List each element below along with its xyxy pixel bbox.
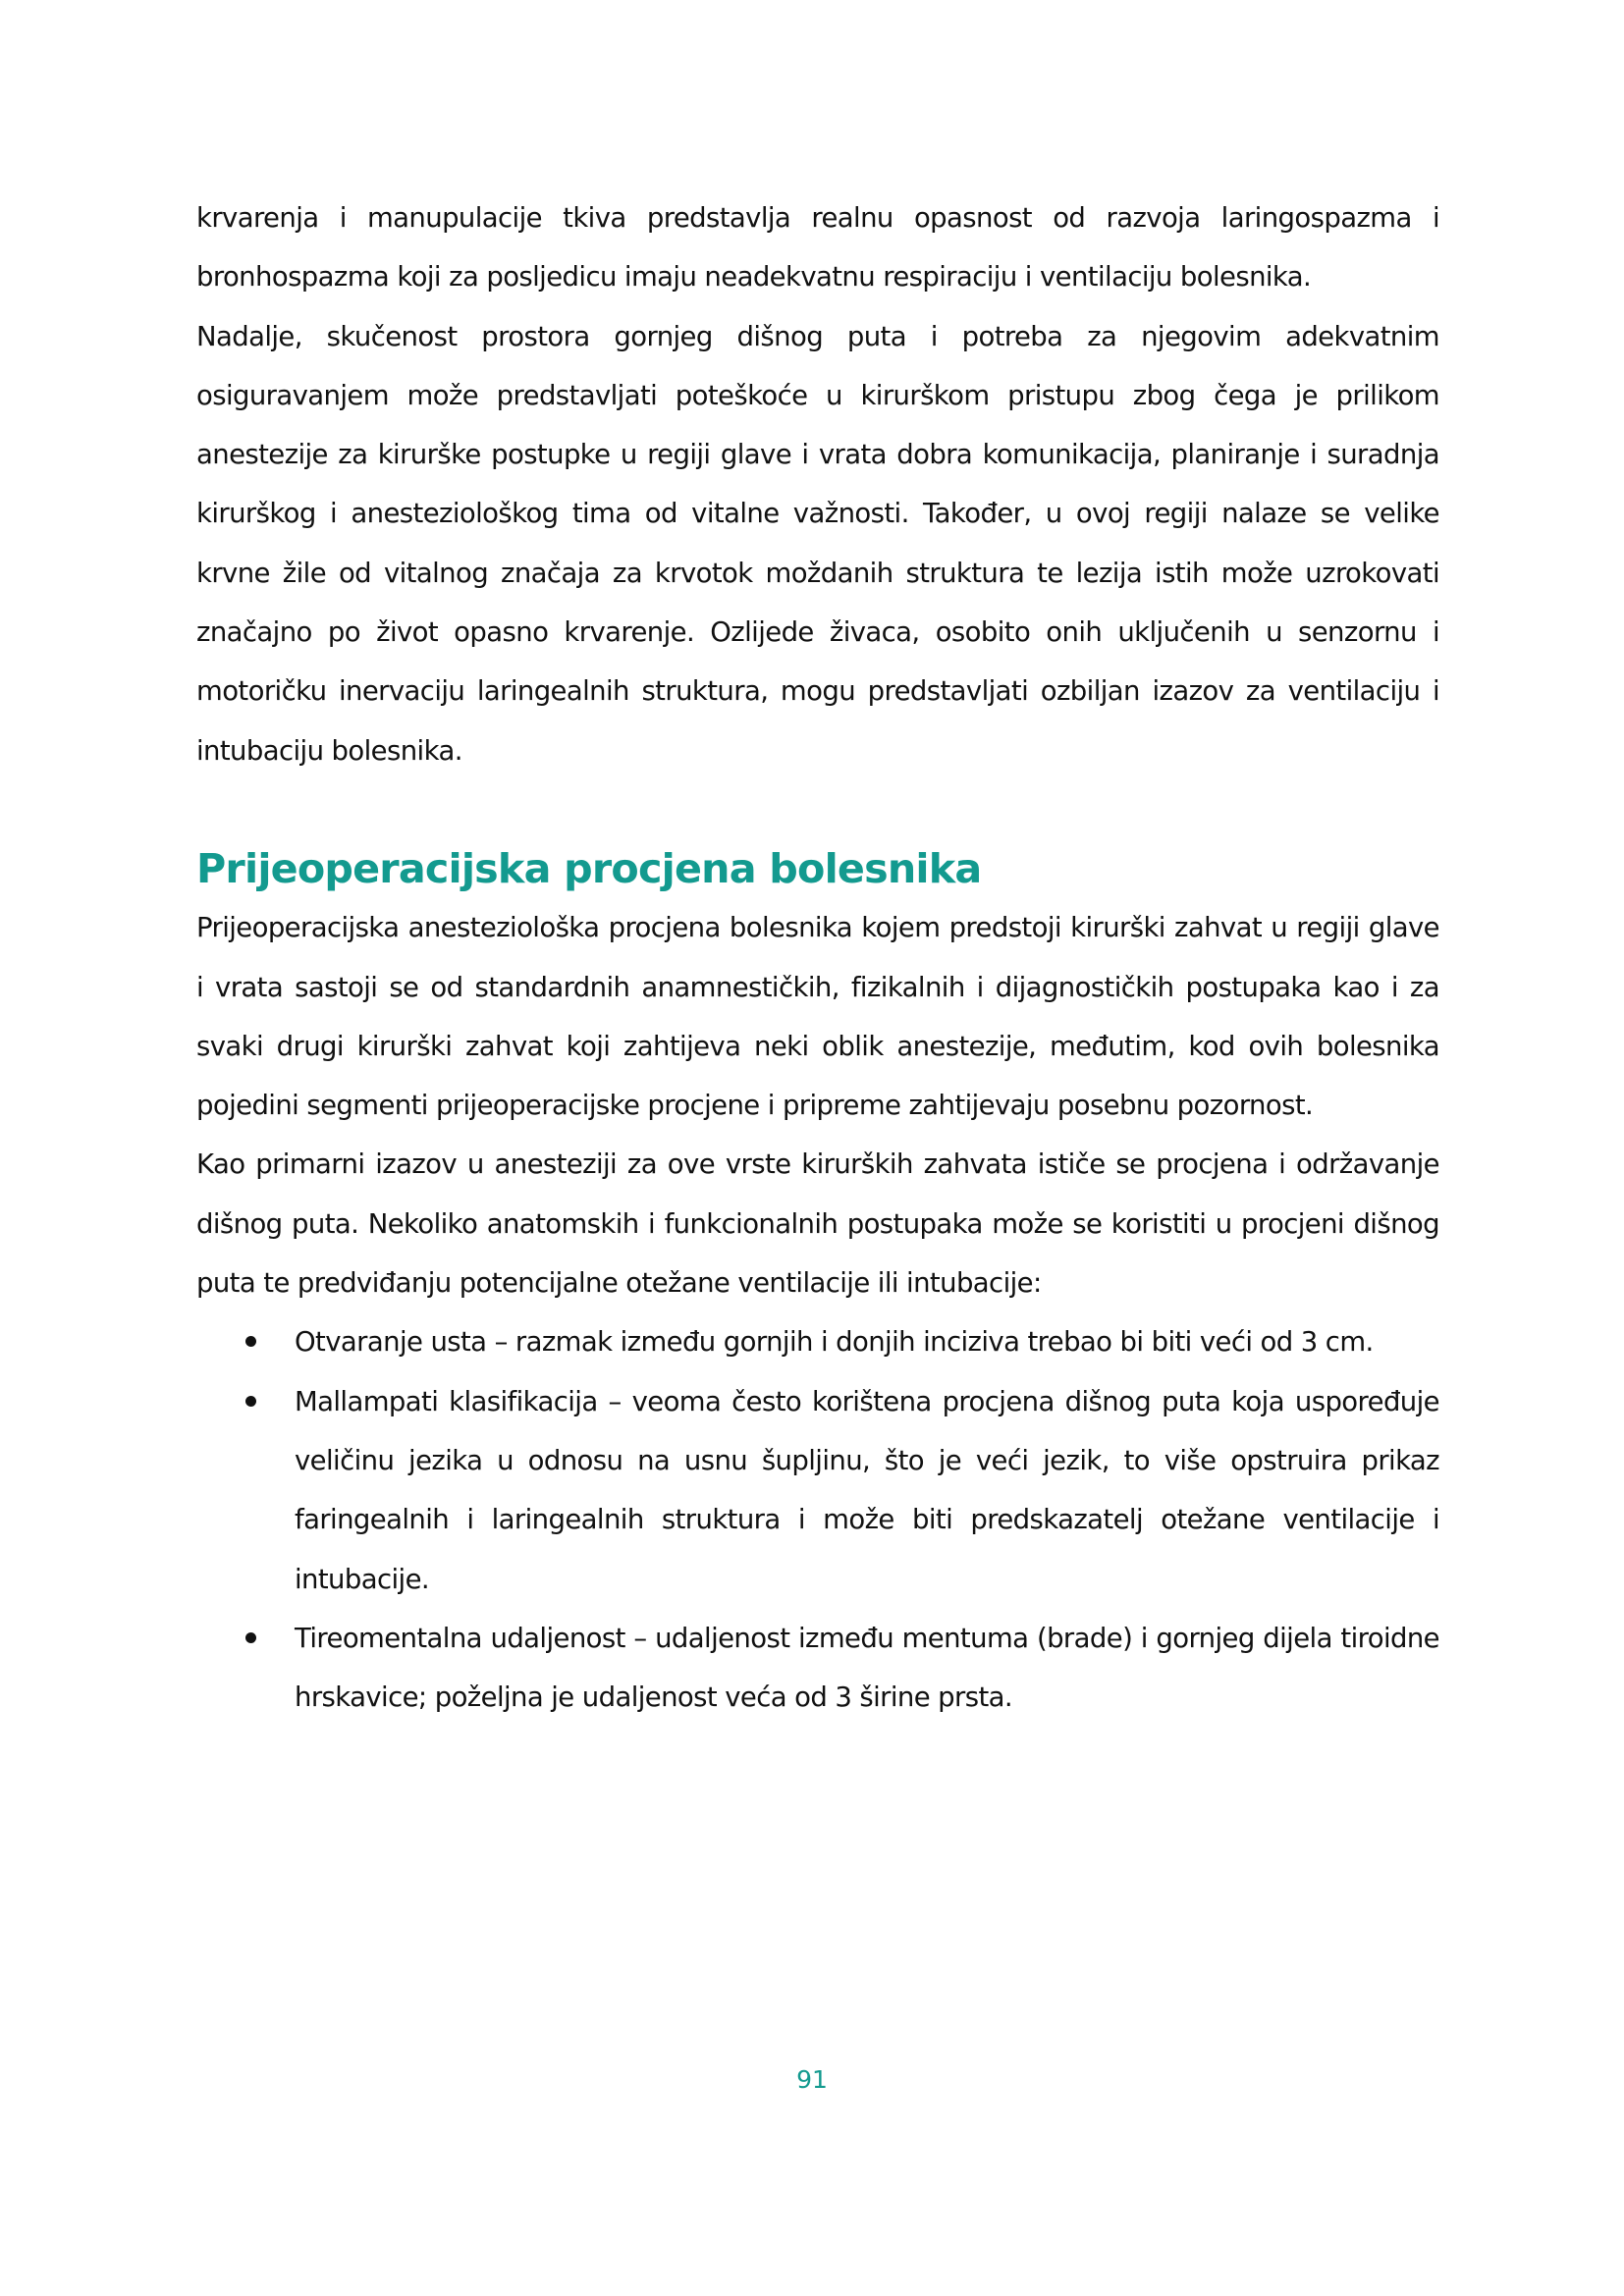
list-item (196, 1312, 1439, 1371)
paragraph-nadalje: Nadalje, skučenost prostora gornjeg dišnog puta i potreba za njegovim adekvatnim osiguravanjem može predstavljati poteškoće u kirurškom pristupu zbog čega je prilikom anestezije za kirurške postupke u regiji glave i vrata dobra komunikacija, planiranje i suradnja kirurškog i anesteziološkog tima od vitalne važnosti. Također, u ovoj regiji nalaze se velike krvne žile od vitalnog značaja za krvotok moždanih struktura te lezija istih može uzrokovati značajno po život opasno krvarenje. Ozlijede živaca, osobito onih uključenih u senzornu i motoričku inervaciju laringealnih struktura, mogu predstavljati ozbiljan izazov za ventilaciju i intubaciju bolesnika. (196, 320, 1439, 767)
spacer (196, 780, 1439, 839)
bullet-list (196, 1312, 1439, 1727)
page-number: 91 (796, 2065, 828, 2094)
paragraph-izazov: Kao primarni izazov u anesteziji za ove vrste kirurških zahvata ističe se procjena i održavanje dišnog puta. Nekoliko anatomskih i funkcionalnih postupaka može se koristiti u procjeni dišnog puta te predviđanju potencijalne otežane ventilacije ili intubacije: (196, 1148, 1439, 1300)
section-heading: Prijeoperacijska procjena bolesnika (196, 844, 982, 892)
list-item-text: Otvaranje usta – razmak između gornjih i donjih inciziva trebao bi biti veći od 3 cm. (295, 1326, 1374, 1359)
bullet-icon (245, 1336, 256, 1347)
bullet-icon (245, 1396, 256, 1407)
paragraph-continuation: krvarenja i manupulacije tkiva predstavlja realnu opasnost od razvoja laringospazma i bronhospazma koji za posljedicu imaju neadekvatnu respiraciju i ventilaciju bolesnika. (196, 202, 1439, 294)
list-item (196, 1372, 1439, 1609)
list-item-text: Mallampati klasifikacija – veoma često korištena procjena dišnog puta koja uspoređuje veličinu jezika u odnosu na usnu šupljinu, što je veći jezik, to više opstruira prikaz faringealnih i laringealnih struktura i može biti predskazatelj otežane ventilacije i intubacije. (295, 1385, 1439, 1595)
page-body (196, 188, 1439, 1727)
list-item (196, 1609, 1439, 1728)
list-item-text: Tireomentalna udaljenost – udaljenost između mentuma (brade) i gornjeg dijela tiroidne hrskavice; poželjna je udaljenost veća od 3 širine prsta. (295, 1622, 1439, 1714)
bullet-icon (245, 1632, 256, 1643)
paragraph-procjena: Prijeoperacijska anesteziološka procjena bolesnika kojem predstoji kirurški zahvat u regiji glave i vrata sastoji se od standardnih anamnestičkih, fizikalnih i dijagnostičkih postupaka kao i za svaki drugi kirurški zahvat koji zahtijeva neki oblik anestezije, međutim, kod ovih bolesnika pojedini segmenti prijeoperacijske procjene i pripreme zahtijevaju posebnu pozornost. (196, 912, 1439, 1122)
